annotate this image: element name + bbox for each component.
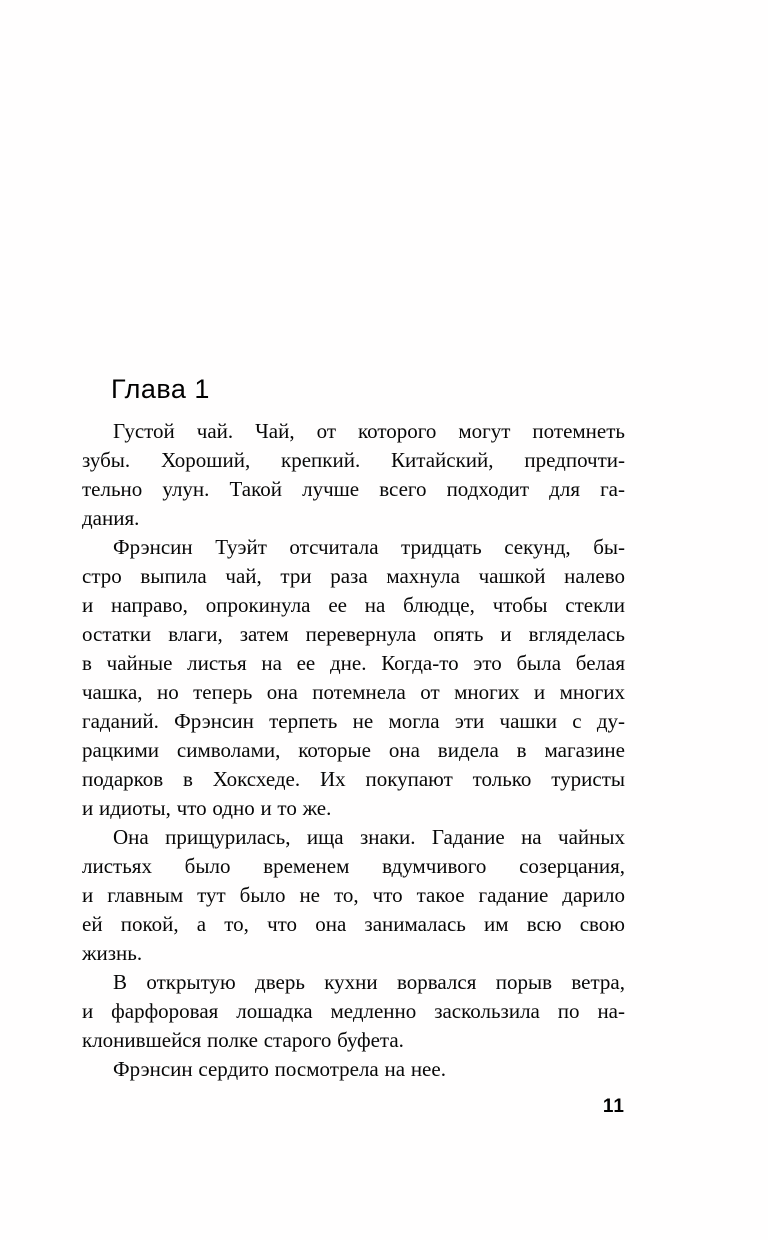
text-line: Густой чай. Чай, от которого могут потемнеть xyxy=(113,419,625,443)
chapter-heading: Глава 1 xyxy=(111,374,210,404)
paragraph xyxy=(82,417,625,533)
paragraph xyxy=(82,1055,625,1084)
text-line: и главным тут было не то, что такое гадание дарило xyxy=(82,883,625,907)
text-line: рацкими символами, которые она видела в магазине xyxy=(82,738,625,762)
text-line: ей покой, а то, что она занималась им всю свою xyxy=(82,912,625,936)
text-line: Фрэнсин Туэйт отсчитала тридцать секунд, бы- xyxy=(113,535,625,559)
text-line: и идиоты, что одно и то же. xyxy=(82,796,332,820)
text-line: дания. xyxy=(82,506,140,530)
text-line: гаданий. Фрэнсин терпеть не могла эти чашки с ду- xyxy=(82,709,625,733)
text-line: Фрэнсин сердито посмотрела на нее. xyxy=(113,1057,446,1081)
paragraph xyxy=(82,968,625,1055)
text-line: чашка, но теперь она потемнела от многих и многих xyxy=(82,680,625,704)
text-block xyxy=(82,417,625,1084)
paragraph xyxy=(82,533,625,823)
paragraph xyxy=(82,823,625,968)
text-line: Она прищурилась, ища знаки. Гадание на чайных xyxy=(113,825,625,849)
text-line: зубы. Хороший, крепкий. Китайский, предпочти- xyxy=(82,448,625,472)
text-line: и направо, опрокинула ее на блюдце, чтобы стекли xyxy=(82,593,625,617)
text-line: клонившейся полке старого буфета. xyxy=(82,1028,404,1052)
text-line: листьях было временем вдумчивого созерцания, xyxy=(82,854,625,878)
text-line: В открытую дверь кухни ворвался порыв ветра, xyxy=(113,970,625,994)
page-number: 11 xyxy=(602,1096,625,1117)
text-line: в чайные листья на ее дне. Когда-то это была белая xyxy=(82,651,625,675)
text-line: остатки влаги, затем перевернула опять и вгляделась xyxy=(82,622,625,646)
text-line: стро выпила чай, три раза махнула чашкой налево xyxy=(82,564,625,588)
text-line: подарков в Хоксхеде. Их покупают только туристы xyxy=(82,767,625,791)
text-line: тельно улун. Такой лучше всего подходит для га- xyxy=(82,477,625,501)
text-line: жизнь. xyxy=(82,941,143,965)
text-line: и фарфоровая лошадка медленно заскользила по на- xyxy=(82,999,625,1023)
